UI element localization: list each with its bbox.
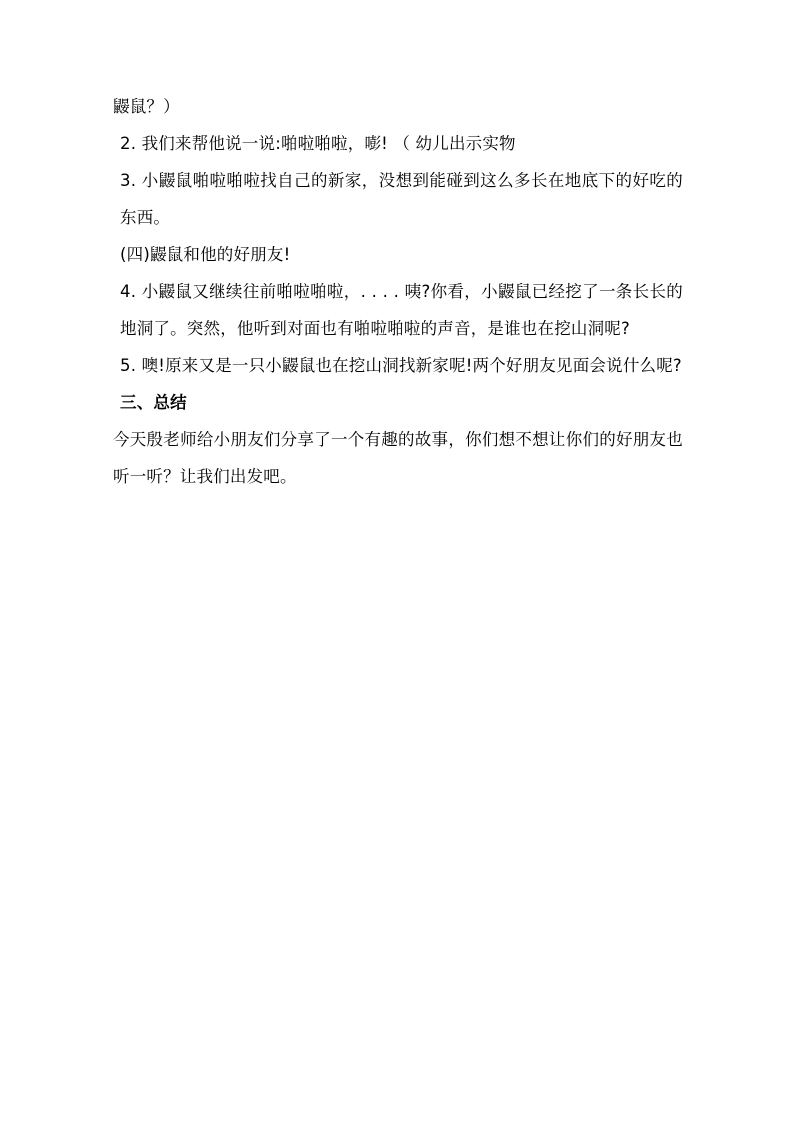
paragraph-section-four: (四)鼹鼠和他的好朋友! xyxy=(120,245,291,264)
paragraph-item-3: 3. 小鼹鼠啪啦啪啦找自己的新家，没想到能碰到这么多长在地底下的好吃的东西。 xyxy=(120,171,683,227)
document-body xyxy=(113,88,683,495)
paragraph-item-5: 5. 噢!原来又是一只小鼹鼠也在挖山洞找新家呢!两个好朋友见面会说什么呢? xyxy=(120,356,682,375)
paragraph-item-2: 2. 我们来帮他说一说:啪啦啪啦，嘭! （ 幼儿出示实物 xyxy=(120,134,516,153)
paragraph-item-4: 4. 小鼹鼠又继续往前啪啦啪啦，. . . . 咦?你看，小鼹鼠已经挖了一条长长的地洞了。突然，他听到对面也有啪啦啪啦的声音，是谁也在挖山洞呢? xyxy=(120,282,683,338)
heading-summary: 三、总结 xyxy=(120,393,187,412)
paragraph-closing: 今天殷老师给小朋友们分享了一个有趣的故事，你们想不想让你们的好朋友也听一听？让我们出发吧。 xyxy=(113,430,683,486)
paragraph-line-1: 鼹鼠？） xyxy=(113,97,180,116)
